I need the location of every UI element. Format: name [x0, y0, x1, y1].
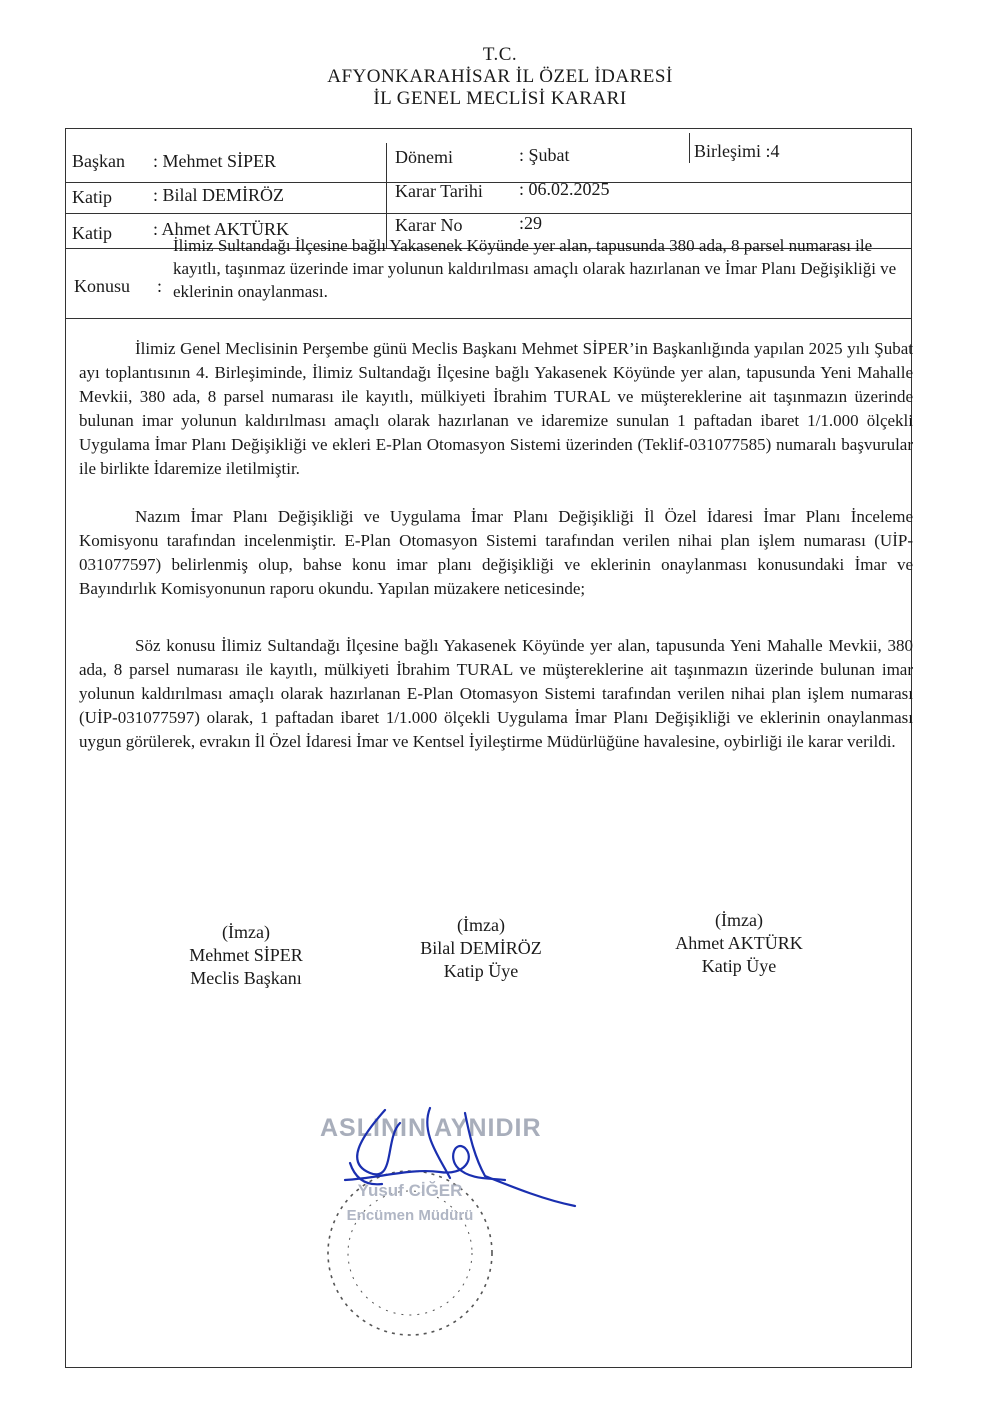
table-col-divider [386, 143, 387, 248]
certified-copy-stamp-text: ASLININ AYNIDIR [320, 1114, 542, 1142]
header-tc: T.C. [482, 44, 518, 65]
body-paragraph-3-text: Söz konusu İlimiz Sultandağı İlçesine bağlı Yakasenek Köyünde yer alan, tapusunda Yeni Mahalle Mevkii, 380 ada, 8 parsel numarası ile kayıtlı, mülkiyeti İbrahim TURAL ve müştereklerine ait taşınmazın üzerinde bulunan imar yolunun kaldırılması amaçlı olarak hazırlanan E-Plan Otomasyon Sistemi tarafından verilen nihai plan işlem numarası (UİP-031077597) olarak, 1 paftadan ibaret 1/1.000 ölçekli Uygulama İmar Planı Değişikliği ve eklerinin onaylanması uygun görülerek, evrakın İl Özel İdaresi İmar ve Kentsel İyileştirme Müdürlüğüne havalesine, oybirliği ile karar verildi. [79, 636, 913, 751]
body-paragraph-1-text: İlimiz Genel Meclisinin Perşembe günü Meclis Başkanı Mehmet SİPER’in Başkanlığında yapılan 2025 yılı Şubat ayı toplantısının 4. Birleşiminde, İlimiz Sultandağı İlçesine bağlı Yakasenek Köyünde yer alan, tapusunda Yeni Mahalle Mevkii, 380 ada, 8 parsel numarası ile kayıtlı, mülkiyeti İbrahim TURAL ve müştereklerine ait taşınmazın üzerinde bulunan imar yolunun kaldırılması amaçlı olarak hazırlanan ve idaremize sunulan 1 paftadan ibaret 1/1.000 ölçekli Uygulama İmar Planı Değişikliği ve ekleri E-Plan Otomasyon Sistemi üzerinden (Teklif-031077585) numaralı başvurular ile birlikte İdaremize iletilmiştir. [79, 339, 913, 478]
signature-block-clerk-2 [639, 909, 839, 978]
table-row-divider [65, 182, 912, 183]
karar-no-value: :29 [519, 213, 543, 233]
body-paragraph-1 [79, 337, 913, 481]
signatory-name: Ahmet AKTÜRK [675, 933, 803, 953]
konusu-label: Konusu [74, 276, 131, 296]
body-paragraph-3 [79, 634, 913, 754]
official-name: Yusuf CİĞER [357, 1181, 463, 1200]
table-row-divider [65, 318, 912, 319]
signature-mark: (İmza) [457, 915, 505, 935]
signature-block-clerk-1 [381, 914, 581, 983]
signature-block-chairman [146, 921, 346, 990]
body-paragraph-2-text: Nazım İmar Planı Değişikliği ve Uygulama İmar Planı Değişikliği İl Özel İdaresi İmar Planı İnceleme Komisyonu tarafından incelenmiştir. E-Plan Otomasyon Sistemi tarafından verilen nihai plan işlem numarası (UİP-031077597) belirlenmiş olup, bahse konu imar planı değişikliği ve eklerinin onaylanması konusundaki İmar ve Bayındırlık Komisyonunun raporu okundu. Yapılan müzakere neticesinde; [79, 507, 913, 598]
signature-mark: (İmza) [222, 922, 270, 942]
katip2-label: Katip [72, 223, 112, 243]
birlesimi: Birleşimi :4 [694, 141, 780, 161]
katip2-value: : Ahmet AKTÜRK [153, 219, 290, 239]
header-decision-title: İL GENEL MECLİSİ KARARI [373, 88, 627, 109]
donemi-label: Dönemi [395, 147, 453, 167]
katip1-value: : Bilal DEMİRÖZ [153, 185, 284, 205]
signatory-title: Meclis Başkanı [190, 968, 302, 988]
body-paragraph-2 [79, 505, 913, 601]
konusu-text: İlimiz Sultandağı İlçesine bağlı Yakasenek Köyünde yer alan, tapusunda 380 ada, 8 parsel numarası ile kayıtlı, taşınmaz üzerinde imar yolunun kaldırılması amaçlı olarak hazırlanan ve İmar Planı Değişikliği ve eklerinin onaylanması. [173, 236, 897, 301]
table-col-divider [689, 133, 690, 163]
table-row-divider [65, 213, 912, 214]
official-title: Encümen Müdürü [346, 1207, 474, 1224]
signature-mark: (İmza) [715, 910, 763, 930]
signatory-title: Katip Üye [701, 956, 777, 976]
katip1-label: Katip [72, 187, 112, 207]
official-stamp [290, 1088, 600, 1348]
donemi-value: : Şubat [519, 145, 570, 165]
karar-tarihi-label: Karar Tarihi [395, 181, 483, 201]
signatory-name: Bilal DEMİRÖZ [420, 938, 542, 958]
karar-no-label: Karar No [395, 215, 463, 235]
signatory-title: Katip Üye [443, 961, 519, 981]
signatory-name: Mehmet SİPER [189, 945, 303, 965]
baskan-label: Başkan [72, 151, 125, 171]
konusu-colon: : [157, 276, 163, 296]
karar-tarihi-value: : 06.02.2025 [519, 179, 610, 199]
header-institution: AFYONKARAHİSAR İL ÖZEL İDARESİ [327, 66, 673, 87]
baskan-value: : Mehmet SİPER [153, 151, 277, 171]
seal-circle [328, 1171, 492, 1335]
